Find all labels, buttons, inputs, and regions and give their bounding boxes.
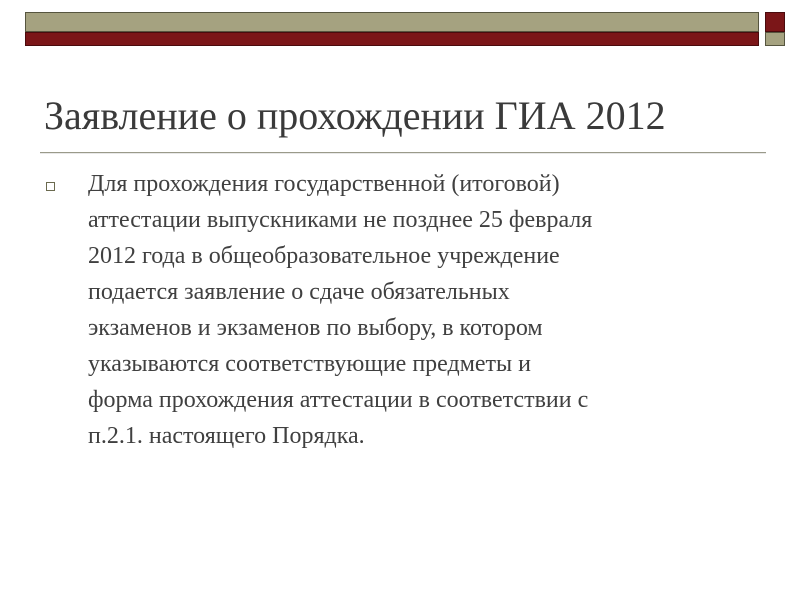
bullet-text-line: аттестации выпускниками не позднее 25 февраля	[88, 207, 593, 233]
bullet-text-line: указываются соответствующие предметы и	[88, 351, 532, 377]
bullet-text-line: подается заявление о сдаче обязательных	[88, 279, 510, 305]
header-square-olive	[765, 32, 785, 46]
header-bar-maroon	[25, 32, 759, 46]
header-square-maroon	[765, 12, 785, 32]
bullet-text-line: экзаменов и экзаменов по выбору, в котором	[88, 315, 543, 341]
bullet-text-line: 2012 года в общеобразовательное учреждение	[88, 243, 560, 269]
bullet-text-line: Для прохождения государственной (итоговой)	[88, 171, 560, 197]
hollow-square-bullet-icon	[46, 182, 55, 191]
bullet-text-line: форма прохождения аттестации в соответствии с	[88, 387, 589, 413]
bullet-text	[88, 166, 764, 454]
bullet-text-line: п.2.1. настоящего Порядка.	[88, 423, 365, 449]
slide-title: Заявление о прохождении ГИА 2012	[44, 93, 666, 138]
header-bar-olive	[25, 12, 759, 32]
title-divider	[40, 152, 766, 153]
